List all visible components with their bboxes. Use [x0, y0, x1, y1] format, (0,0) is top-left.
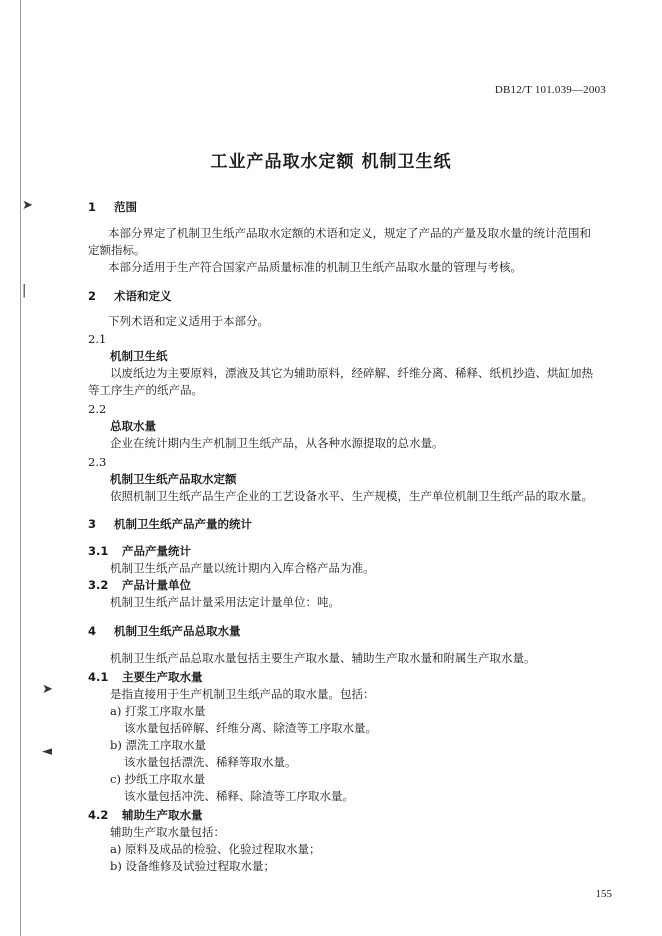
paragraph-line: 机制卫生纸产品计量采用法定计量单位：吨。	[110, 595, 340, 609]
page-number: 155	[595, 888, 612, 900]
subsection-heading: 4.1 主要生产取水量	[88, 670, 203, 684]
clause-number: 2.1	[88, 332, 107, 346]
clause-number: 2.2	[88, 402, 107, 416]
paragraph-line: 企业在统计期内生产机制卫生纸产品，从各种水源提取的总水量。	[110, 436, 444, 450]
section-heading: 2 术语和定义	[88, 289, 172, 303]
paragraph-line: 机制卫生纸产品产量以统计期内入库合格产品为准。	[110, 561, 375, 575]
paragraph-line: 本部分适用于生产符合国家产品质量标准的机制卫生纸产品取水量的管理与考核。	[108, 260, 522, 274]
list-item-label: c) 抄纸工序取水量	[110, 772, 206, 786]
standard-number: DB12/T 101.039—2003	[494, 84, 606, 96]
subsection-heading: 3.2 产品计量单位	[88, 578, 191, 592]
page-title: 工业产品取水定额 机制卫生纸	[210, 152, 452, 172]
section-heading: 3 机制卫生纸产品产量的统计	[88, 517, 252, 531]
binding-edge-line	[20, 0, 21, 936]
paragraph-line: 本部分界定了机制卫生纸产品取水定额的术语和定义，规定了产品的产量及取水量的统计范围和	[108, 226, 591, 240]
section-heading: 4 机制卫生纸产品总取水量	[88, 624, 241, 638]
paragraph-line: 以废纸边为主要原料，漂液及其它为辅助原料，经碎解、纤维分离、稀释、纸机抄造、烘缸加热	[110, 366, 593, 380]
list-item-text: 该水量包括冲洗、稀释、除渣等工序取水量。	[124, 789, 354, 803]
clause-number: 2.3	[88, 455, 107, 469]
paragraph-line: 依照机制卫生纸产品生产企业的工艺设备水平、生产规模，生产单位机制卫生纸产品的取水量。	[110, 489, 593, 503]
margin-mark-arrow: ◄	[42, 744, 52, 759]
list-item-text: 该水量包括碎解、纤维分离、除渣等工序取水量。	[124, 721, 377, 735]
term-heading: 机制卫生纸	[110, 349, 168, 363]
paragraph-line: 是指直接用于生产机制卫生纸产品的取水量。包括：	[110, 687, 375, 701]
term-heading: 机制卫生纸产品取水定额	[110, 472, 237, 486]
paragraph-line: 辅助生产取水量包括：	[110, 825, 225, 839]
subsection-heading: 4.2 辅助生产取水量	[88, 808, 203, 822]
paragraph-line: 等工序生产的纸产品。	[88, 383, 203, 397]
margin-mark-arrow: ➤	[42, 682, 53, 697]
margin-mark-arrow: ➤	[22, 198, 33, 213]
list-item-label: b) 漂洗工序取水量	[110, 738, 207, 752]
paragraph-line: 机制卫生纸产品总取水量包括主要生产取水量、辅助生产取水量和附属生产取水量。	[110, 651, 536, 665]
list-item-text: 该水量包括漂洗、稀释等取水量。	[124, 755, 297, 769]
list-item: a) 原料及成品的检验、化验过程取水量；	[110, 842, 321, 856]
margin-mark-tick: |	[22, 283, 27, 298]
paragraph-line: 下列术语和定义适用于本部分。	[108, 314, 269, 328]
paragraph-line: 定额指标。	[88, 243, 146, 257]
subsection-heading: 3.1 产品产量统计	[88, 544, 191, 558]
section-heading: 1 范围	[88, 200, 137, 214]
list-item-label: a) 打浆工序取水量	[110, 704, 206, 718]
list-item: b) 设备维修及试验过程取水量；	[110, 859, 276, 873]
term-heading: 总取水量	[110, 419, 156, 433]
